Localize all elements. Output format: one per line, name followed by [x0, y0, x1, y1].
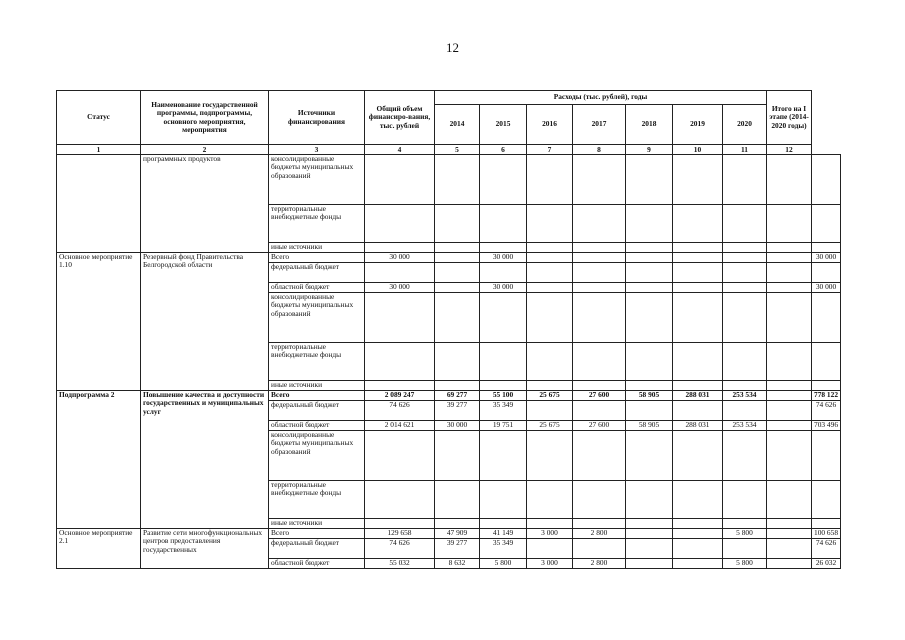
row-value	[673, 559, 723, 569]
row-value	[812, 205, 841, 243]
row-value	[767, 283, 812, 293]
row-value	[723, 519, 767, 529]
row-source: консолидированные бюджеты муниципальных образований	[269, 293, 365, 343]
row-value	[767, 205, 812, 243]
row-value	[365, 243, 435, 253]
row-value: 27 600	[573, 421, 626, 431]
row-value: 253 534	[723, 391, 767, 401]
row-source: иные источники	[269, 243, 365, 253]
row-value: 25 675	[527, 391, 573, 401]
header-expenses: Расходы (тыс. рублей), годы	[435, 91, 767, 105]
table-row	[57, 155, 841, 205]
row-value	[435, 283, 480, 293]
row-value	[767, 519, 812, 529]
row-source: территориальные внебюджетные фонды	[269, 205, 365, 243]
row-value	[626, 205, 673, 243]
row-value	[365, 431, 435, 481]
row-value: 26 032	[812, 559, 841, 569]
row-value	[480, 381, 527, 391]
row-value	[527, 263, 573, 283]
row-value	[435, 293, 480, 343]
header-year: 2019	[673, 105, 723, 145]
header-year: 2016	[527, 105, 573, 145]
row-name: Развитие сети многофункциональных центров предоставления государственных	[141, 529, 269, 569]
row-value	[673, 283, 723, 293]
row-value	[767, 243, 812, 253]
row-value: 2 800	[573, 559, 626, 569]
row-value	[573, 539, 626, 559]
row-value	[626, 343, 673, 381]
row-value: 58 905	[626, 421, 673, 431]
row-value: 2 800	[573, 529, 626, 539]
row-value	[480, 343, 527, 381]
row-value	[723, 401, 767, 421]
row-source: Всего	[269, 391, 365, 401]
row-value	[812, 243, 841, 253]
row-value	[573, 519, 626, 529]
row-value	[527, 381, 573, 391]
row-value	[723, 539, 767, 559]
column-number: 6	[480, 145, 527, 155]
row-value	[435, 519, 480, 529]
row-value: 30 000	[812, 283, 841, 293]
row-value	[480, 293, 527, 343]
row-value	[527, 401, 573, 421]
row-source: федеральный бюджет	[269, 263, 365, 283]
row-value	[365, 481, 435, 519]
row-value	[767, 431, 812, 481]
row-value	[527, 431, 573, 481]
row-value: 288 031	[673, 421, 723, 431]
row-value	[527, 205, 573, 243]
row-value: 703 496	[812, 421, 841, 431]
row-value: 30 000	[480, 253, 527, 263]
row-value: 5 800	[723, 529, 767, 539]
page-number: 12	[446, 40, 459, 55]
row-value: 74 626	[365, 401, 435, 421]
header-name: Наименование государственной программы, подпрограммы, основного мероприятия, мероприятия	[141, 91, 269, 145]
row-value: 30 000	[435, 421, 480, 431]
row-value	[673, 539, 723, 559]
row-value	[573, 481, 626, 519]
row-value	[626, 539, 673, 559]
row-value	[723, 431, 767, 481]
row-status	[57, 155, 141, 253]
row-value	[527, 539, 573, 559]
row-value	[573, 205, 626, 243]
header-year: 2018	[626, 105, 673, 145]
row-value: 3 000	[527, 529, 573, 539]
row-value	[435, 243, 480, 253]
row-value	[527, 253, 573, 263]
column-number: 1	[57, 145, 141, 155]
table-row	[57, 529, 841, 539]
column-number: 3	[269, 145, 365, 155]
row-value	[527, 519, 573, 529]
row-value	[673, 481, 723, 519]
row-value	[573, 381, 626, 391]
row-source: иные источники	[269, 381, 365, 391]
row-value: 39 277	[435, 401, 480, 421]
row-value	[723, 253, 767, 263]
row-value	[365, 205, 435, 243]
table-row	[57, 391, 841, 401]
row-value	[767, 343, 812, 381]
row-value	[480, 205, 527, 243]
row-value	[812, 519, 841, 529]
row-value	[573, 155, 626, 205]
row-value	[480, 263, 527, 283]
header-year: 2014	[435, 105, 480, 145]
row-value	[435, 481, 480, 519]
row-value: 74 626	[812, 539, 841, 559]
column-number: 8	[573, 145, 626, 155]
row-value	[767, 391, 812, 401]
row-value: 30 000	[480, 283, 527, 293]
header-total-volume: Общий объем финансиро-вания, тыс. рублей	[365, 91, 435, 145]
row-value: 288 031	[673, 391, 723, 401]
row-value	[573, 401, 626, 421]
row-value: 3 000	[527, 559, 573, 569]
row-source: областной бюджет	[269, 421, 365, 431]
row-value	[527, 283, 573, 293]
header-sources: Источники финансирования	[269, 91, 365, 145]
row-value	[573, 431, 626, 481]
column-number: 10	[673, 145, 723, 155]
row-value: 58 905	[626, 391, 673, 401]
row-value	[812, 343, 841, 381]
row-value	[435, 343, 480, 381]
row-status: Основное мероприятие 2.1	[57, 529, 141, 569]
row-value	[673, 243, 723, 253]
row-value	[767, 155, 812, 205]
row-value	[626, 401, 673, 421]
row-value	[435, 381, 480, 391]
row-value: 69 277	[435, 391, 480, 401]
row-value	[723, 481, 767, 519]
row-value	[573, 293, 626, 343]
row-value: 74 626	[365, 539, 435, 559]
row-value	[365, 155, 435, 205]
row-status: Основное мероприятие 1.10	[57, 253, 141, 391]
row-value	[767, 253, 812, 263]
row-value: 778 122	[812, 391, 841, 401]
row-value: 55 032	[365, 559, 435, 569]
row-source: консолидированные бюджеты муниципальных образований	[269, 155, 365, 205]
row-value	[573, 343, 626, 381]
row-value	[723, 343, 767, 381]
row-value	[435, 253, 480, 263]
row-source: областной бюджет	[269, 559, 365, 569]
table-row	[57, 253, 841, 263]
row-value	[812, 431, 841, 481]
row-value	[365, 381, 435, 391]
row-value	[723, 155, 767, 205]
row-value	[527, 293, 573, 343]
row-value: 2 014 621	[365, 421, 435, 431]
row-value	[480, 243, 527, 253]
row-value	[365, 263, 435, 283]
row-value	[812, 381, 841, 391]
row-source: федеральный бюджет	[269, 401, 365, 421]
row-value: 100 658	[812, 529, 841, 539]
column-number: 7	[527, 145, 573, 155]
row-value	[812, 263, 841, 283]
row-value	[767, 263, 812, 283]
row-value	[767, 401, 812, 421]
row-value	[767, 559, 812, 569]
row-source: территориальные внебюджетные фонды	[269, 343, 365, 381]
header-year: 2017	[573, 105, 626, 145]
row-value	[626, 519, 673, 529]
row-value	[723, 283, 767, 293]
column-number: 11	[723, 145, 767, 155]
row-value	[767, 481, 812, 519]
row-value	[673, 155, 723, 205]
row-source: территориальные внебюджетные фонды	[269, 481, 365, 519]
header-year: 2015	[480, 105, 527, 145]
header-year: 2020	[723, 105, 767, 145]
row-value	[626, 381, 673, 391]
row-value	[723, 381, 767, 391]
row-value	[767, 421, 812, 431]
row-value	[626, 529, 673, 539]
header-status: Статус	[57, 91, 141, 145]
row-source: Всего	[269, 529, 365, 539]
row-value	[480, 481, 527, 519]
row-value: 30 000	[812, 253, 841, 263]
financing-table	[56, 90, 841, 569]
row-value	[480, 155, 527, 205]
row-value	[723, 263, 767, 283]
column-number: 12	[767, 145, 812, 155]
row-value	[626, 243, 673, 253]
row-value: 25 675	[527, 421, 573, 431]
row-value	[435, 431, 480, 481]
row-value	[573, 263, 626, 283]
row-value	[626, 293, 673, 343]
row-value	[767, 293, 812, 343]
row-value	[527, 243, 573, 253]
row-value: 5 800	[480, 559, 527, 569]
column-number: 2	[141, 145, 269, 155]
row-value	[626, 283, 673, 293]
row-value	[365, 519, 435, 529]
row-value	[723, 243, 767, 253]
row-value	[673, 381, 723, 391]
row-source: Всего	[269, 253, 365, 263]
row-value: 19 751	[480, 421, 527, 431]
row-value	[723, 205, 767, 243]
row-value	[673, 529, 723, 539]
row-source: федеральный бюджет	[269, 539, 365, 559]
row-value: 8 632	[435, 559, 480, 569]
row-source: иные источники	[269, 519, 365, 529]
row-value	[626, 431, 673, 481]
row-value	[435, 263, 480, 283]
row-value	[573, 283, 626, 293]
row-value	[626, 481, 673, 519]
row-value	[673, 519, 723, 529]
row-value	[435, 205, 480, 243]
row-name: программных продуктов	[141, 155, 269, 253]
column-number: 5	[435, 145, 480, 155]
row-value	[767, 529, 812, 539]
row-value: 35 349	[480, 401, 527, 421]
row-value	[626, 263, 673, 283]
row-source: консолидированные бюджеты муниципальных образований	[269, 431, 365, 481]
row-value: 253 534	[723, 421, 767, 431]
row-value	[673, 401, 723, 421]
row-value: 39 277	[435, 539, 480, 559]
row-value: 5 800	[723, 559, 767, 569]
row-value	[723, 293, 767, 343]
row-name: Повышение качества и доступности государственных и муниципальных услуг	[141, 391, 269, 529]
row-value: 27 600	[573, 391, 626, 401]
row-value	[435, 155, 480, 205]
row-value	[573, 253, 626, 263]
row-value	[365, 293, 435, 343]
header-stage-total: Итого на I этапе (2014-2020 годы)	[767, 91, 812, 145]
row-value	[365, 343, 435, 381]
row-value	[527, 343, 573, 381]
row-value	[812, 155, 841, 205]
row-name: Резервный фонд Правительства Белгородской области	[141, 253, 269, 391]
row-value: 30 000	[365, 253, 435, 263]
row-value: 74 626	[812, 401, 841, 421]
row-value: 47 909	[435, 529, 480, 539]
row-value: 2 089 247	[365, 391, 435, 401]
row-source: областной бюджет	[269, 283, 365, 293]
row-value: 129 658	[365, 529, 435, 539]
row-value	[673, 343, 723, 381]
row-value	[673, 431, 723, 481]
row-value	[767, 381, 812, 391]
column-number: 9	[626, 145, 673, 155]
row-status: Подпрограмма 2	[57, 391, 141, 529]
row-value	[767, 539, 812, 559]
row-value	[626, 155, 673, 205]
row-value	[626, 253, 673, 263]
row-value	[527, 481, 573, 519]
row-value	[673, 263, 723, 283]
row-value	[480, 431, 527, 481]
row-value	[673, 205, 723, 243]
row-value	[812, 293, 841, 343]
row-value: 41 149	[480, 529, 527, 539]
row-value	[673, 253, 723, 263]
row-value: 55 100	[480, 391, 527, 401]
row-value	[812, 481, 841, 519]
row-value	[626, 559, 673, 569]
column-number: 4	[365, 145, 435, 155]
row-value: 35 349	[480, 539, 527, 559]
row-value: 30 000	[365, 283, 435, 293]
row-value	[527, 155, 573, 205]
row-value	[673, 293, 723, 343]
row-value	[480, 519, 527, 529]
row-value	[573, 243, 626, 253]
